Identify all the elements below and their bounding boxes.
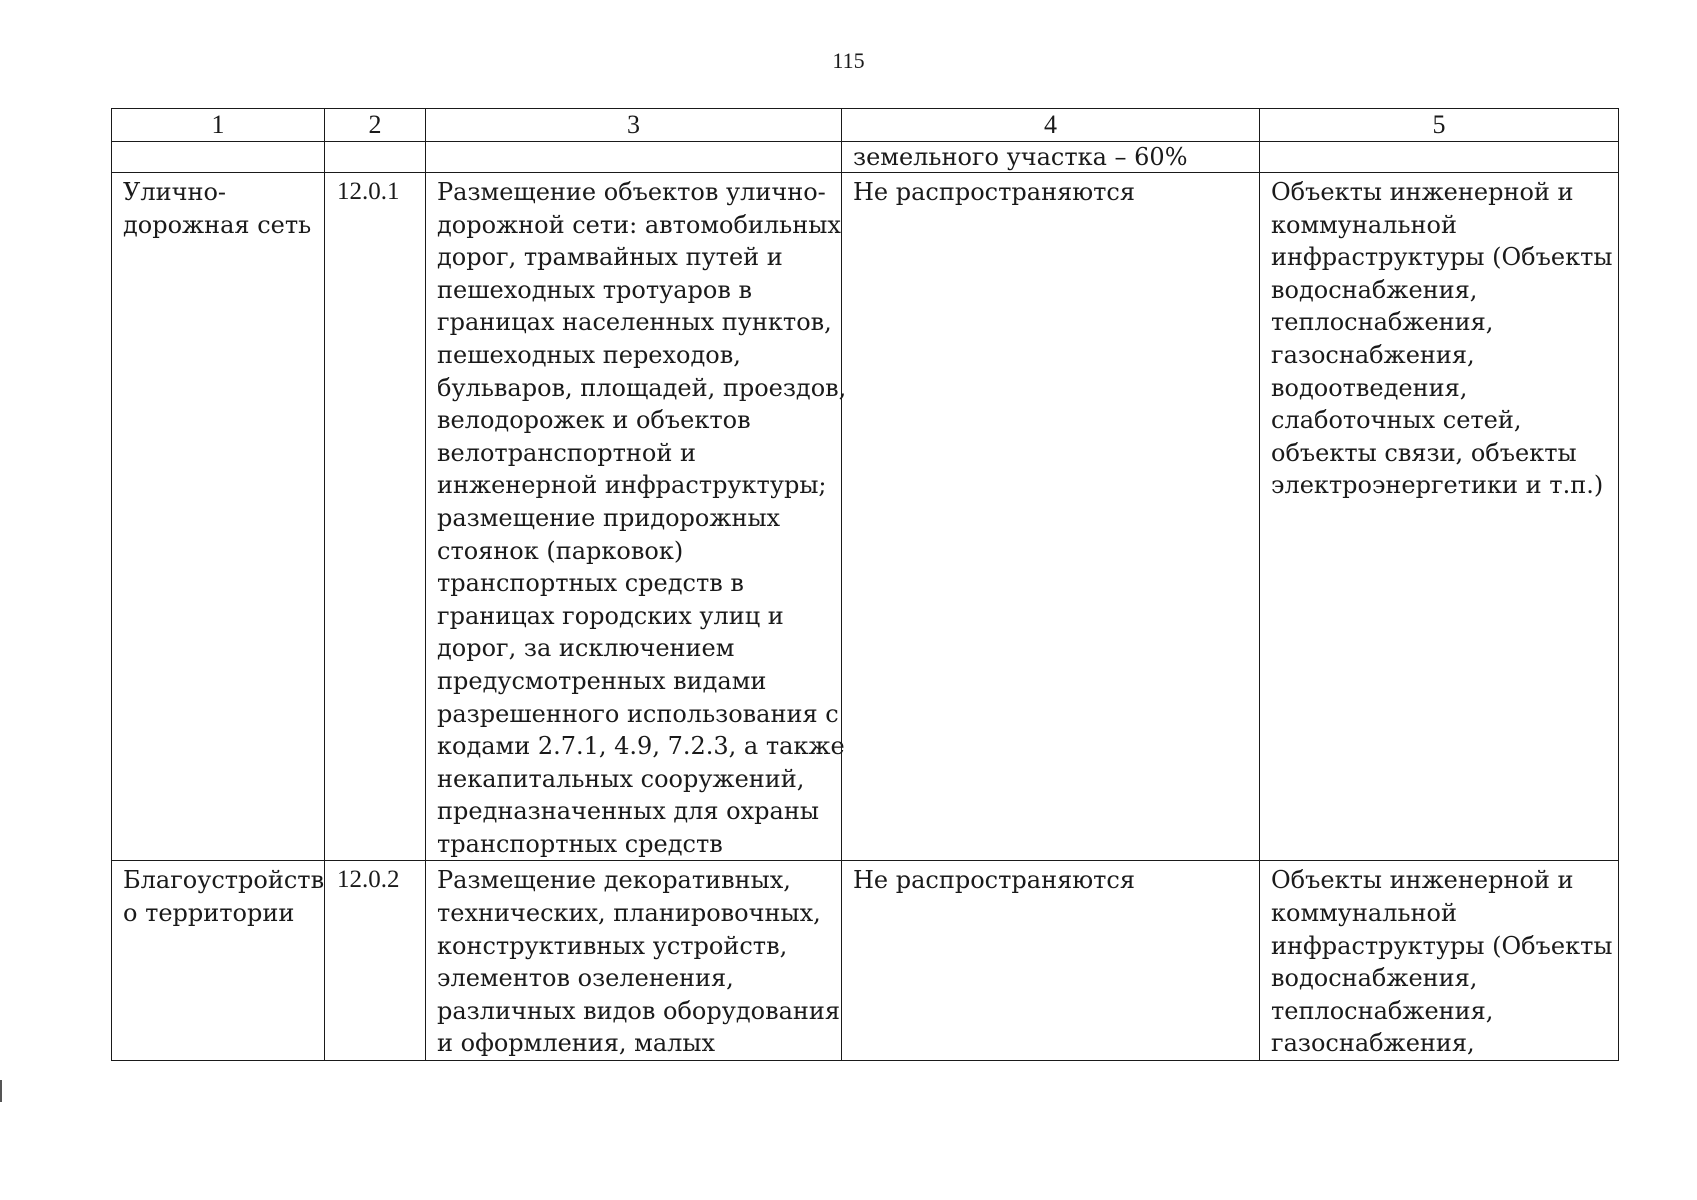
text-line: транспортных средств	[437, 829, 723, 858]
text-line: некапитальных сооружений,	[437, 764, 805, 793]
use-name-lines	[123, 176, 318, 241]
text-line: предназначенных для охраны	[437, 797, 819, 826]
use-description-cell	[426, 861, 842, 1061]
text-line: разрешенного использования с	[437, 699, 839, 728]
text-line: водоснабжения,	[1271, 964, 1478, 993]
text-line: пешеходных переходов,	[437, 340, 741, 369]
text-line: водоснабжения,	[1271, 275, 1478, 304]
text-line: Улично-	[123, 178, 227, 206]
text-line: коммунальной	[1271, 210, 1457, 239]
continuation-cell-2	[325, 142, 426, 173]
header-cell-3: 3	[426, 109, 842, 142]
text-line: Размещение декоративных,	[437, 866, 791, 895]
text-line: дорожной сети: автомобильных	[437, 210, 841, 239]
continuation-cell-1	[112, 142, 325, 173]
header-cell-1: 1	[112, 109, 325, 142]
use-description-lines	[437, 864, 841, 1060]
text-line: бульваров, площадей, проездов,	[437, 373, 847, 402]
text-line: Не распространяются	[853, 866, 1135, 895]
text-line: Не распространяются	[853, 178, 1135, 206]
text-line: инфраструктуры (Объекты	[1271, 243, 1613, 272]
use-limits-lines	[853, 864, 1253, 897]
text-line: Благоустройств	[123, 866, 325, 895]
use-name-lines	[123, 864, 325, 929]
table-header-row	[112, 109, 1619, 142]
use-description-lines	[437, 176, 847, 860]
use-infrastructure-lines	[1271, 864, 1612, 1060]
text-line: газоснабжения,	[1271, 1029, 1475, 1058]
text-line: дорог, трамвайных путей и	[437, 243, 783, 272]
text-line: инфраструктуры (Объекты	[1271, 931, 1613, 960]
text-line: различных видов оборудования	[437, 996, 841, 1025]
page-number: 115	[832, 48, 865, 73]
table-row	[112, 173, 1619, 861]
header-cell-4: 4	[842, 109, 1260, 142]
text-line: дорог, за исключением	[437, 634, 735, 663]
header-cell-5: 5	[1260, 109, 1619, 142]
continuation-cell-4: земельного участка – 60%	[842, 142, 1260, 173]
use-infrastructure-cell	[1260, 173, 1619, 861]
text-line: границах городских улиц и	[437, 601, 784, 630]
use-infrastructure-cell	[1260, 861, 1619, 1061]
text-line: велодорожек и объектов	[437, 406, 751, 435]
use-name-cell	[112, 173, 325, 861]
text-line: теплоснабжения,	[1271, 308, 1494, 337]
text-line: транспортных средств в	[437, 569, 744, 598]
text-line: велотранспортной и	[437, 438, 696, 467]
text-line: слаботочных сетей,	[1271, 406, 1522, 435]
text-line: газоснабжения,	[1271, 340, 1475, 369]
header-cell-2: 2	[325, 109, 426, 142]
use-limits-cell	[842, 173, 1260, 861]
use-limits-cell	[842, 861, 1260, 1061]
continuation-cell-3	[426, 142, 842, 173]
text-line: кодами 2.7.1, 4.9, 7.2.3, а также	[437, 732, 845, 761]
scan-edge-mark	[0, 1080, 8, 1102]
use-code-cell: 12.0.2	[325, 861, 426, 1061]
text-line: водоотведения,	[1271, 373, 1468, 402]
use-description-cell	[426, 173, 847, 861]
text-line: инженерной инфраструктуры;	[437, 471, 827, 500]
use-name-cell	[112, 861, 325, 1061]
text-line: теплоснабжения,	[1271, 996, 1494, 1025]
text-line: границах населенных пунктов,	[437, 308, 832, 337]
text-line: технических, планировочных,	[437, 899, 821, 928]
text-line: Размещение объектов улично-	[437, 178, 826, 206]
zoning-table	[111, 108, 1619, 1061]
text-line: объекты связи, объекты	[1271, 438, 1577, 467]
text-line: коммунальной	[1271, 899, 1457, 928]
text-line: и оформления, малых	[437, 1029, 716, 1058]
text-line: Объекты инженерной и	[1271, 178, 1574, 206]
text-line: о территории	[123, 899, 295, 928]
text-line: размещение придорожных	[437, 503, 781, 532]
continuation-cell-5	[1260, 142, 1619, 173]
text-line: конструктивных устройств,	[437, 931, 788, 960]
text-line: пешеходных тротуаров в	[437, 275, 752, 304]
text-line: Объекты инженерной и	[1271, 866, 1574, 895]
text-line: предусмотренных видами	[437, 666, 767, 695]
use-limits-lines	[853, 176, 1253, 209]
text-line: дорожная сеть	[123, 210, 312, 239]
text-line: стоянок (парковок)	[437, 536, 684, 565]
text-line: элементов озеленения,	[437, 964, 734, 993]
table-row	[112, 861, 1619, 1061]
continuation-row	[112, 142, 1619, 173]
use-code-cell: 12.0.1	[325, 173, 426, 861]
use-infrastructure-lines	[1271, 176, 1612, 502]
text-line: электроэнергетики и т.п.)	[1271, 471, 1604, 500]
